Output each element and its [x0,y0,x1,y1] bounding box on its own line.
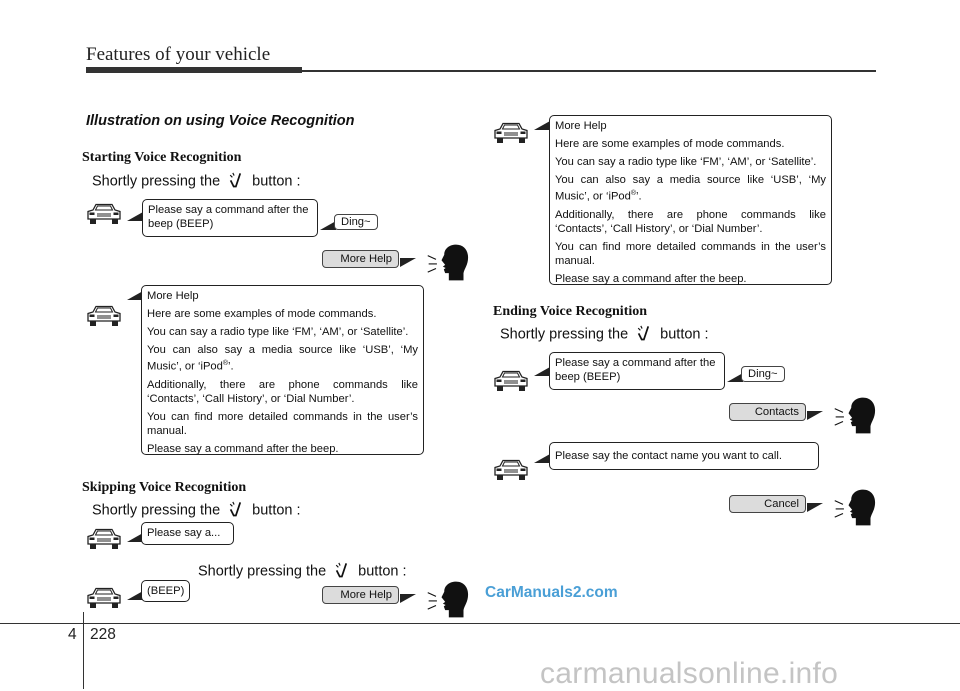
car-icon [86,203,122,225]
help-line: Please say a command after the beep. [555,272,747,285]
help-line: You can say a radio type like ‘FM’, ‘AM’, or ‘Satellite’. [147,326,409,338]
car-icon [86,528,122,550]
skipping-instruction [92,500,301,521]
car-prompt-bubble: Please say a command after the beep (BEEP) [142,199,318,237]
speaking-head-icon [832,489,876,527]
voice-button-icon [636,324,650,345]
beep-bubble: (BEEP) [141,580,190,602]
instruction-text: button : [358,563,407,580]
bubble-tail [534,121,550,130]
help-text: ’. [636,190,642,203]
bubble-tail [807,503,823,512]
help-text: You can also say a media source like ‘USB’, ‘My Music’, or ‘iPod [147,344,418,373]
illustration-title: Illustration on using Voice Recognition [86,113,355,129]
registered-mark: ® [630,190,637,197]
section-header: Features of your vehicle [86,44,271,65]
car-icon [86,305,122,327]
header-bar [86,67,302,73]
car-icon [493,370,529,392]
user-speech-bubble: Cancel [729,495,806,513]
header-rule [302,70,876,72]
bubble-tail [534,367,550,376]
bubble-tail [400,594,416,603]
help-line: You can say a radio type like ‘FM’, ‘AM’, or ‘Satellite’. [555,156,817,168]
bubble-tail [400,258,416,267]
instruction-text: Shortly pressing the [92,173,221,190]
ending-instruction [500,324,709,345]
help-line: You can find more detailed commands in the user’s manual. [147,410,418,437]
voice-button-icon [334,561,348,582]
starting-heading: Starting Voice Recognition [82,150,242,165]
speaking-head-icon [832,397,876,435]
help-line: Additionally, there are phone commands like ‘Contacts’, ‘Call History’, or ‘Dial Number’. [555,208,826,235]
voice-button-icon [228,500,242,521]
user-speech-bubble: More Help [322,586,399,604]
ending-heading: Ending Voice Recognition [493,304,648,319]
help-text: You can also say a media source like ‘USB’, ‘My Music’, or ‘iPod [555,174,826,203]
instruction-text: button : [252,502,301,519]
footer-rule [0,623,960,624]
bubble-tail [807,411,823,420]
user-speech-bubble: More Help [322,250,399,268]
instruction-text: button : [660,326,709,343]
instruction-text: Shortly pressing the [92,502,221,519]
user-speech-bubble: Contacts [729,403,806,421]
bubble-tail [127,212,143,221]
help-text: ’. [228,360,234,373]
car-icon [86,587,122,609]
instruction-text: Shortly pressing the [500,326,629,343]
car-prompt-bubble: Please say a... [141,522,234,545]
instruction-text: button : [252,173,301,190]
more-help-response-bubble [141,285,424,455]
more-help-response-bubble [549,115,832,285]
help-line: More Help [147,290,199,302]
bubble-tail [534,454,550,463]
ding-bubble: Ding~ [334,214,378,230]
help-line: You can find more detailed commands in the user’s manual. [555,240,826,267]
chapter-number: 4 [68,626,77,643]
help-line [555,173,826,204]
help-line [147,343,418,374]
help-line: Here are some examples of mode commands. [555,138,785,150]
car-icon [493,459,529,481]
skipping-instruction-2 [198,561,407,582]
car-prompt-bubble: Please say a command after the beep (BEEP) [549,352,725,390]
skipping-heading: Skipping Voice Recognition [82,480,247,495]
instruction-text: Shortly pressing the [198,563,327,580]
registered-mark: ® [222,360,229,367]
ding-bubble: Ding~ [741,366,785,382]
speaking-head-icon [425,244,469,282]
help-line: Please say a command after the beep. [147,442,339,455]
footer-divider [83,612,84,689]
help-line: Here are some examples of mode commands. [147,308,377,320]
page-number: 228 [90,626,116,643]
watermark: CarManuals2.com [485,584,618,601]
car-prompt-bubble: Please say the contact name you want to call. [549,442,819,470]
speaking-head-icon [425,581,469,619]
bottom-watermark: carmanualsonline.info [540,657,839,690]
voice-button-icon [228,171,242,192]
help-line: More Help [555,120,607,132]
starting-instruction [92,171,301,192]
help-line: Additionally, there are phone commands like ‘Contacts’, ‘Call History’, or ‘Dial Number’. [147,378,418,405]
car-icon [493,122,529,144]
